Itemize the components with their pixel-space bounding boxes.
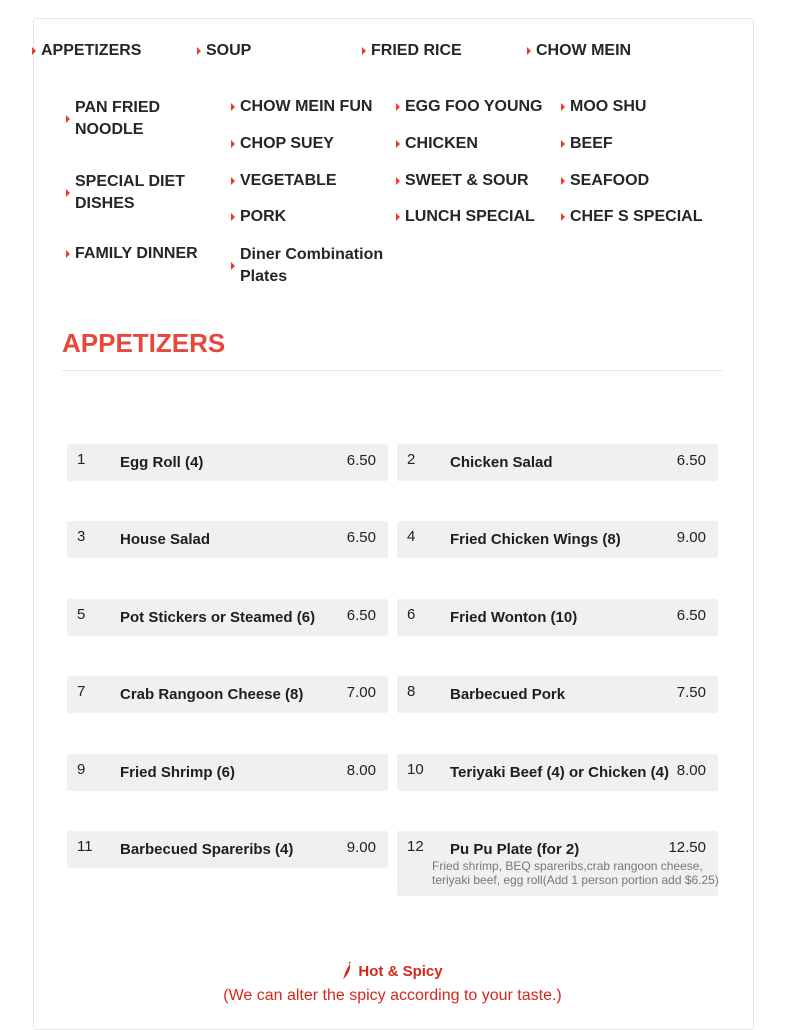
arrow-right-icon: [527, 47, 531, 55]
arrow-right-icon: [231, 103, 235, 111]
arrow-right-icon: [66, 189, 70, 197]
arrow-right-icon: [362, 47, 366, 55]
arrow-right-icon: [231, 213, 235, 221]
category-link-chicken[interactable]: CHICKEN: [396, 133, 561, 155]
section-title: APPETIZERS: [62, 328, 226, 358]
arrow-right-icon: [396, 177, 400, 185]
item-price: 12.50: [668, 839, 706, 856]
category-link-pan-fried-noodle[interactable]: PAN FRIED NOODLE: [66, 96, 226, 142]
item-number: 2: [407, 451, 416, 468]
item-number: 4: [407, 528, 416, 545]
item-number: 11: [77, 838, 93, 855]
arrow-right-icon: [396, 213, 400, 221]
category-link-family-dinner[interactable]: FAMILY DINNER: [66, 243, 231, 265]
item-number: 12: [407, 838, 424, 855]
arrow-right-icon: [396, 140, 400, 148]
item-name: Pu Pu Plate (for 2): [450, 841, 580, 858]
category-link-vegetable[interactable]: VEGETABLE: [231, 170, 396, 192]
chili-pepper-icon: [342, 962, 352, 980]
menu-item[interactable]: [67, 831, 388, 868]
item-price: 6.50: [346, 452, 376, 469]
item-price: 6.50: [346, 529, 376, 546]
item-name: Barbecued Pork: [450, 686, 566, 703]
item-name: Fried Wonton (10): [450, 609, 578, 626]
arrow-right-icon: [561, 177, 565, 185]
item-number: 8: [407, 683, 416, 700]
arrow-right-icon: [561, 213, 565, 221]
item-name: Crab Rangoon Cheese (8): [120, 686, 304, 703]
item-name: Fried Shrimp (6): [120, 764, 236, 781]
arrow-right-icon: [66, 250, 70, 258]
arrow-right-icon: [231, 262, 235, 270]
item-price: 7.50: [676, 684, 706, 701]
category-link-special-diet-dishes[interactable]: SPECIAL DIET DISHES: [66, 170, 226, 216]
menu-item[interactable]: [397, 831, 718, 896]
item-name: House Salad: [120, 531, 211, 548]
menu-item[interactable]: [397, 521, 718, 558]
item-name: Barbecued Spareribs (4): [120, 841, 294, 858]
category-link-beef[interactable]: BEEF: [561, 133, 726, 155]
menu-item[interactable]: [397, 754, 718, 791]
item-name: Chicken Salad: [450, 454, 553, 471]
category-link-fried-rice[interactable]: FRIED RICE: [362, 40, 527, 62]
category-link-chow-mein-fun[interactable]: CHOW MEIN FUN: [231, 96, 396, 118]
arrow-right-icon: [561, 103, 565, 111]
category-link-chow-mein[interactable]: CHOW MEIN: [527, 40, 692, 62]
category-link-egg-foo-young[interactable]: EGG FOO YOUNG: [396, 96, 561, 118]
arrow-right-icon: [231, 140, 235, 148]
spicy-note: (We can alter the spicy according to your taste.): [223, 987, 562, 1004]
menu-item[interactable]: [397, 444, 718, 481]
item-price: 6.50: [676, 452, 706, 469]
item-number: 6: [407, 606, 416, 623]
item-price: 9.00: [346, 839, 376, 856]
item-number: 1: [77, 451, 86, 468]
item-name: Egg Roll (4): [120, 454, 204, 471]
hot-spicy-label: [342, 962, 442, 980]
menu-item[interactable]: [67, 754, 388, 791]
item-price: 8.00: [676, 762, 706, 779]
menu-item[interactable]: [67, 521, 388, 558]
spicy-legend: [0, 962, 785, 1005]
category-link-seafood[interactable]: SEAFOOD: [561, 170, 726, 192]
menu-item[interactable]: [67, 444, 388, 481]
item-name: Pot Stickers or Steamed (6): [120, 609, 316, 626]
category-link-lunch-special[interactable]: LUNCH SPECIAL: [396, 206, 561, 228]
menu-item[interactable]: [67, 676, 388, 713]
menu-item[interactable]: [397, 599, 718, 636]
item-number: 3: [77, 528, 86, 545]
item-number: 7: [77, 683, 86, 700]
arrow-right-icon: [66, 115, 70, 123]
menu-item[interactable]: [67, 599, 388, 636]
category-link-chop-suey[interactable]: CHOP SUEY: [231, 133, 396, 155]
category-link-appetizers[interactable]: APPETIZERS: [32, 40, 197, 62]
arrow-right-icon: [561, 140, 565, 148]
arrow-right-icon: [231, 177, 235, 185]
item-number: 9: [77, 761, 86, 778]
item-price: 9.00: [676, 529, 706, 546]
arrow-right-icon: [197, 47, 201, 55]
category-link-diner-combination-plates[interactable]: Diner Combination Plates: [231, 243, 391, 289]
item-description: Fried shrimp, BEQ spareribs,crab rangoon cheese, teriyaki beef, egg roll(Add 1 person portion add $6.25): [432, 859, 719, 887]
arrow-right-icon: [32, 47, 36, 55]
item-price: 8.00: [346, 762, 376, 779]
category-nav: [32, 40, 712, 76]
category-link-pork[interactable]: PORK: [231, 206, 396, 228]
hot-spicy-text: Hot & Spicy: [358, 962, 443, 980]
item-name: Fried Chicken Wings (8): [450, 531, 621, 548]
category-link-soup[interactable]: SOUP: [197, 40, 362, 62]
category-link-chefs-special[interactable]: CHEF S SPECIAL: [561, 206, 726, 228]
item-number: 10: [407, 761, 424, 778]
section-divider: [62, 370, 723, 371]
arrow-right-icon: [396, 103, 400, 111]
item-number: 5: [77, 606, 86, 623]
category-link-moo-shu[interactable]: MOO SHU: [561, 96, 726, 118]
menu-item[interactable]: [397, 676, 718, 713]
item-price: 6.50: [676, 607, 706, 624]
item-price: 7.00: [346, 684, 376, 701]
category-link-sweet-sour[interactable]: SWEET & SOUR: [396, 170, 561, 192]
category-row: [32, 40, 712, 62]
item-price: 6.50: [346, 607, 376, 624]
item-name: Teriyaki Beef (4) or Chicken (4): [450, 764, 669, 781]
